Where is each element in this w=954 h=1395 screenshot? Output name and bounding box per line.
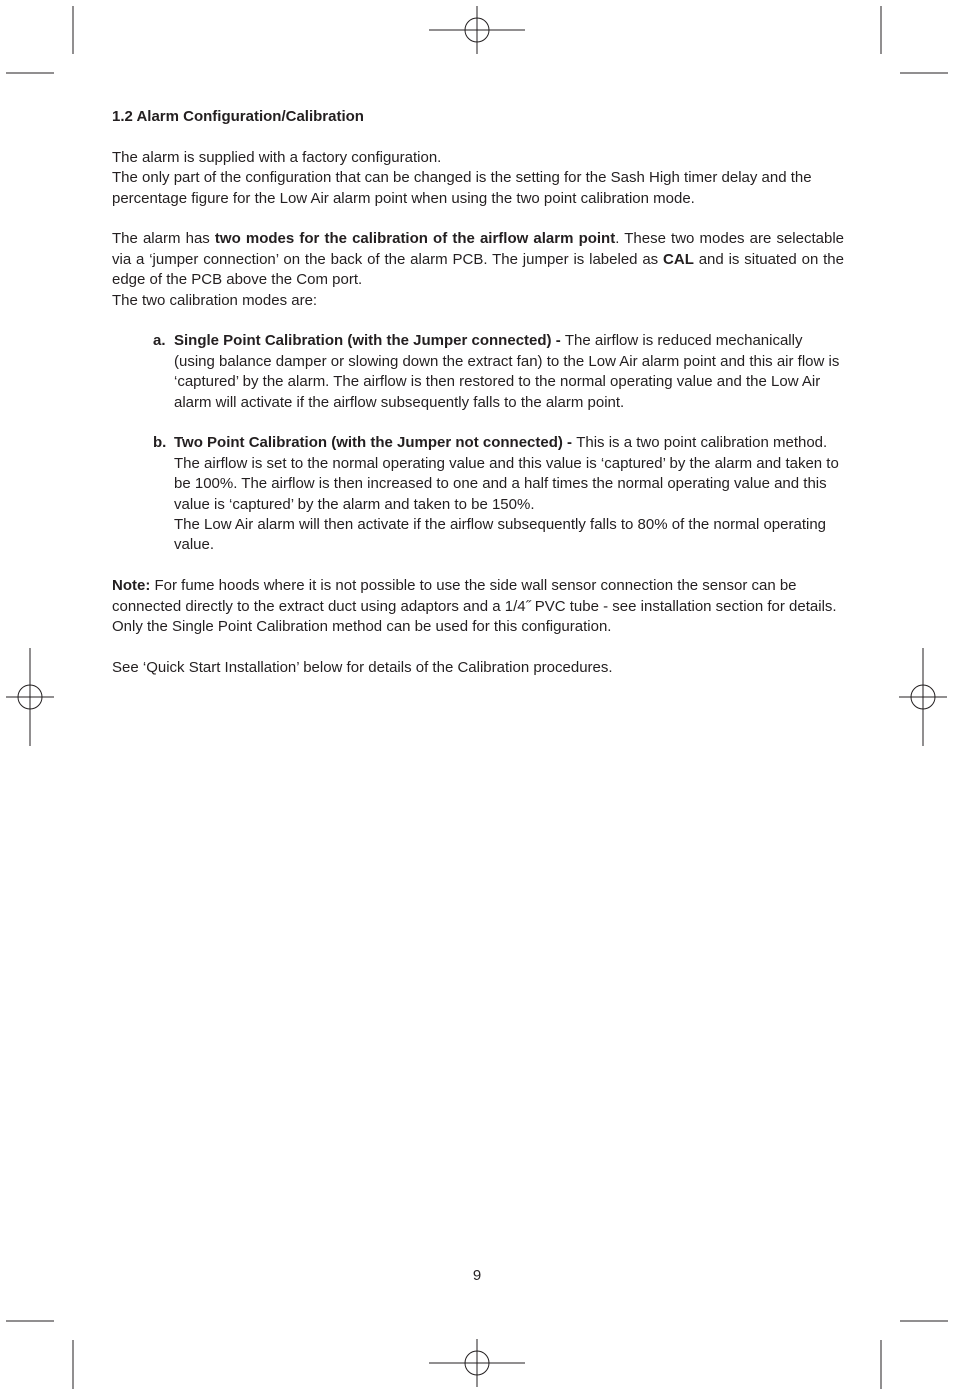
list-marker: a. xyxy=(153,332,166,350)
modes-paragraph xyxy=(112,229,844,311)
list-item-text: The airflow is reduced mechanically (using balance damper or slowing down the extract fan) to the Low Air alarm point and this air flow is ‘captured’ by the alarm. The airflow is then restored to the normal operating value and the Low Air alarm will activate if the airflow subsequently falls to the alarm point. xyxy=(174,332,840,411)
modes-cal: CAL xyxy=(663,250,694,268)
list-item-text: This is a two point calibration method. The airflow is set to the normal operating value and this value is ‘captured’ by the alarm and taken to be 100%. The airflow is then increased to one and a half times the normal operating value and this value is ‘captured’ by the alarm and taken to be 150%. xyxy=(174,434,839,513)
list-item-title: Two Point Calibration (with the Jumper not connected) - xyxy=(174,434,577,452)
intro-line-2: The only part of the configuration that can be changed is the setting for the Sash High timer delay and the percentage figure for the Low Air alarm point when using the two point calibration mode. xyxy=(112,169,812,207)
modes-line-2: The two calibration modes are: xyxy=(112,291,318,309)
note-paragraph xyxy=(112,576,844,637)
modes-bold: two modes for the calibration of the airflow alarm point xyxy=(214,230,616,248)
page-number: 9 xyxy=(472,1267,482,1284)
list-item-title: Single Point Calibration (with the Jumper connected) - xyxy=(174,332,565,350)
modes-mid: . These two modes are selectable via a ‘jumper connection’ on the back of the alarm PCB. The jumper is labeled as xyxy=(112,230,845,268)
registration-target-bottom xyxy=(429,1339,525,1387)
modes-pre: The alarm has xyxy=(112,230,215,248)
registration-target-left xyxy=(6,648,54,746)
intro-paragraph xyxy=(112,148,844,209)
page-content xyxy=(112,107,844,699)
intro-line-1: The alarm is supplied with a factory configuration. xyxy=(112,148,442,166)
section-heading: 1.2 Alarm Configuration/Calibration xyxy=(112,108,364,125)
registration-target-right xyxy=(899,648,947,746)
registration-target-top xyxy=(429,6,525,54)
list-item xyxy=(153,433,844,555)
list-marker: b. xyxy=(153,434,167,452)
note-text: For fume hoods where it is not possible to use the side wall sensor connection the sensor can be connected directly to the extract duct using adaptors and a 1/4˝ PVC tube - see installation section for details. Only the Single Point Calibration method can be used for this configuration. xyxy=(112,577,837,636)
list-item xyxy=(153,331,844,413)
modes-post: and is situated on the edge of the PCB above the Com port. xyxy=(112,250,844,289)
list-item-text-2: The Low Air alarm will then activate if the airflow subsequently falls to 80% of the normal operating value. xyxy=(174,516,827,554)
see-paragraph: See ‘Quick Start Installation’ below for details of the Calibration procedures. xyxy=(112,658,613,676)
note-label: Note: xyxy=(112,577,151,595)
